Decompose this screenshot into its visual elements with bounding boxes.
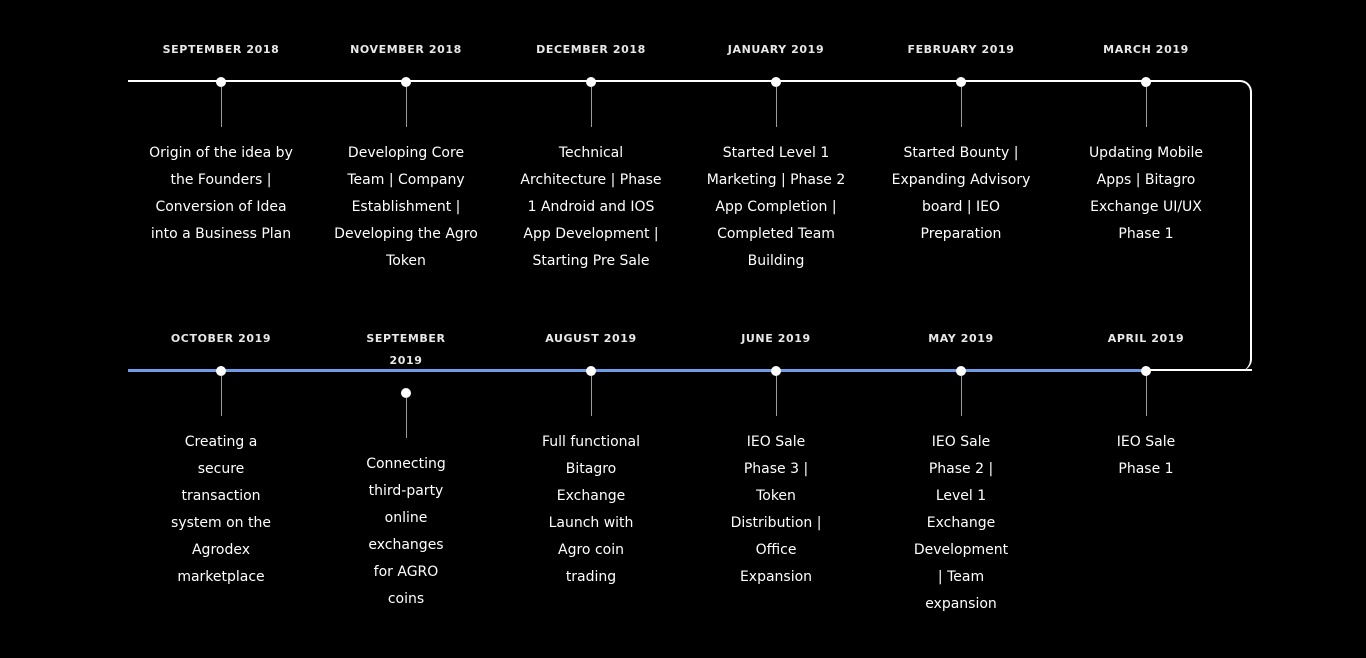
milestone-description bbox=[326, 140, 486, 275]
desc-line: board | IEO bbox=[921, 199, 1001, 215]
milestone-date: NOVEMBER 2018 bbox=[350, 43, 462, 56]
desc-line: Phase 1 bbox=[1118, 461, 1174, 477]
desc-line: Exchange bbox=[556, 488, 626, 504]
desc-line: Developing Core bbox=[347, 145, 465, 161]
desc-line: Updating Mobile bbox=[1088, 145, 1204, 161]
desc-line: Preparation bbox=[920, 226, 1002, 242]
timeline-track-bottom-end bbox=[1146, 369, 1252, 371]
desc-line: | Team bbox=[937, 569, 985, 585]
milestone-stem bbox=[776, 376, 777, 416]
milestone-date: AUGUST 2019 bbox=[545, 332, 637, 345]
desc-line: Creating a bbox=[184, 434, 258, 450]
milestone-date bbox=[321, 328, 491, 372]
desc-line: Connecting bbox=[366, 456, 446, 472]
milestone-description bbox=[1081, 429, 1211, 483]
desc-line: Exchange bbox=[926, 515, 996, 531]
timeline-track-bottom bbox=[128, 369, 1146, 372]
milestone-stem bbox=[221, 376, 222, 416]
desc-line: Conversion of Idea bbox=[155, 199, 287, 215]
milestone-dot bbox=[771, 366, 781, 376]
desc-line: Token bbox=[756, 488, 796, 504]
desc-line: Started Level 1 bbox=[722, 145, 830, 161]
desc-line: Agrodex bbox=[191, 542, 251, 558]
milestone-description bbox=[1066, 140, 1226, 248]
desc-line: App Completion | bbox=[715, 199, 837, 215]
milestone-date: FEBRUARY 2019 bbox=[907, 43, 1015, 56]
date-line: SEPTEMBER bbox=[366, 332, 446, 345]
desc-line: third-party bbox=[368, 483, 444, 499]
desc-line: Team | Company bbox=[347, 172, 465, 188]
milestone-dot bbox=[1141, 77, 1151, 87]
desc-line: Distribution | bbox=[730, 515, 822, 531]
desc-line: 1 Android and IOS bbox=[527, 199, 655, 215]
desc-line: Building bbox=[747, 253, 805, 269]
desc-line: Completed Team bbox=[717, 226, 835, 242]
desc-line: Phase 2 | bbox=[928, 461, 994, 477]
desc-line: Starting Pre Sale bbox=[532, 253, 650, 269]
desc-line: trading bbox=[565, 569, 617, 585]
milestone-description bbox=[696, 140, 856, 275]
desc-line: Token bbox=[386, 253, 426, 269]
milestone-dot bbox=[216, 366, 226, 376]
milestone-date: APRIL 2019 bbox=[1107, 332, 1185, 345]
milestone-dot bbox=[586, 366, 596, 376]
desc-line: App Development | bbox=[523, 226, 659, 242]
milestone-dot bbox=[1141, 366, 1151, 376]
desc-line: Origin of the idea by bbox=[149, 145, 293, 161]
desc-line: the Founders | bbox=[170, 172, 272, 188]
desc-line: exchanges bbox=[368, 537, 444, 553]
desc-line: Phase 1 bbox=[1118, 226, 1174, 242]
date-line: 2019 bbox=[389, 354, 423, 367]
desc-line: Technical bbox=[558, 145, 624, 161]
desc-line: transaction bbox=[181, 488, 261, 504]
milestone-description bbox=[711, 429, 841, 591]
desc-line: IEO Sale bbox=[931, 434, 991, 450]
milestone-date: MAY 2019 bbox=[928, 332, 994, 345]
desc-line: Agro coin bbox=[558, 542, 624, 558]
milestone-dot bbox=[401, 77, 411, 87]
desc-line: Started Bounty | bbox=[903, 145, 1019, 161]
desc-line: IEO Sale bbox=[746, 434, 806, 450]
milestone-date: DECEMBER 2018 bbox=[536, 43, 646, 56]
desc-line: marketplace bbox=[177, 569, 265, 585]
milestone-stem bbox=[961, 87, 962, 127]
milestone-dot bbox=[956, 366, 966, 376]
desc-line: Expanding Advisory bbox=[891, 172, 1031, 188]
desc-line: IEO Sale bbox=[1116, 434, 1176, 450]
milestone-description bbox=[526, 429, 656, 591]
milestone-stem bbox=[1146, 87, 1147, 127]
milestone-dot bbox=[216, 77, 226, 87]
milestone-date: OCTOBER 2019 bbox=[170, 332, 272, 345]
desc-line: Development bbox=[913, 542, 1009, 558]
milestone-dot bbox=[771, 77, 781, 87]
desc-line: Expansion bbox=[739, 569, 813, 585]
milestone-description bbox=[881, 140, 1041, 248]
desc-line: coins bbox=[387, 591, 425, 607]
milestone-stem bbox=[961, 376, 962, 416]
desc-line: Level 1 bbox=[935, 488, 987, 504]
milestone-dot bbox=[401, 388, 411, 398]
milestone-stem bbox=[406, 398, 407, 438]
milestone-stem bbox=[1146, 376, 1147, 416]
milestone-date: JUNE 2019 bbox=[741, 332, 811, 345]
desc-line: secure bbox=[197, 461, 245, 477]
desc-line: Office bbox=[755, 542, 797, 558]
milestone-stem bbox=[591, 376, 592, 416]
milestone-description bbox=[156, 429, 286, 591]
milestone-dot bbox=[586, 77, 596, 87]
milestone-stem bbox=[776, 87, 777, 127]
desc-line: Exchange UI/UX bbox=[1090, 199, 1202, 215]
desc-line: Developing the Agro bbox=[334, 226, 478, 242]
milestone-stem bbox=[406, 87, 407, 127]
desc-line: expansion bbox=[925, 596, 997, 612]
desc-line: Full functional bbox=[541, 434, 641, 450]
milestone-description bbox=[896, 429, 1026, 618]
desc-line: Architecture | Phase bbox=[520, 172, 662, 188]
milestone-dot bbox=[956, 77, 966, 87]
desc-line: system on the bbox=[171, 515, 271, 531]
milestone-description bbox=[341, 451, 471, 613]
desc-line: online bbox=[384, 510, 428, 526]
milestone-date: SEPTEMBER 2018 bbox=[162, 43, 280, 56]
milestone-description bbox=[511, 140, 671, 275]
desc-line: for AGRO bbox=[373, 564, 439, 580]
desc-line: Phase 3 | bbox=[743, 461, 809, 477]
milestone-stem bbox=[221, 87, 222, 127]
desc-line: into a Business Plan bbox=[150, 226, 292, 242]
desc-line: Apps | Bitagro bbox=[1096, 172, 1196, 188]
milestone-description bbox=[141, 140, 301, 248]
desc-line: Launch with bbox=[548, 515, 634, 531]
desc-line: Bitagro bbox=[565, 461, 617, 477]
milestone-date: JANUARY 2019 bbox=[727, 43, 825, 56]
milestone-date: MARCH 2019 bbox=[1103, 43, 1189, 56]
desc-line: Establishment | bbox=[351, 199, 461, 215]
milestone-stem bbox=[591, 87, 592, 127]
desc-line: Marketing | Phase 2 bbox=[706, 172, 846, 188]
